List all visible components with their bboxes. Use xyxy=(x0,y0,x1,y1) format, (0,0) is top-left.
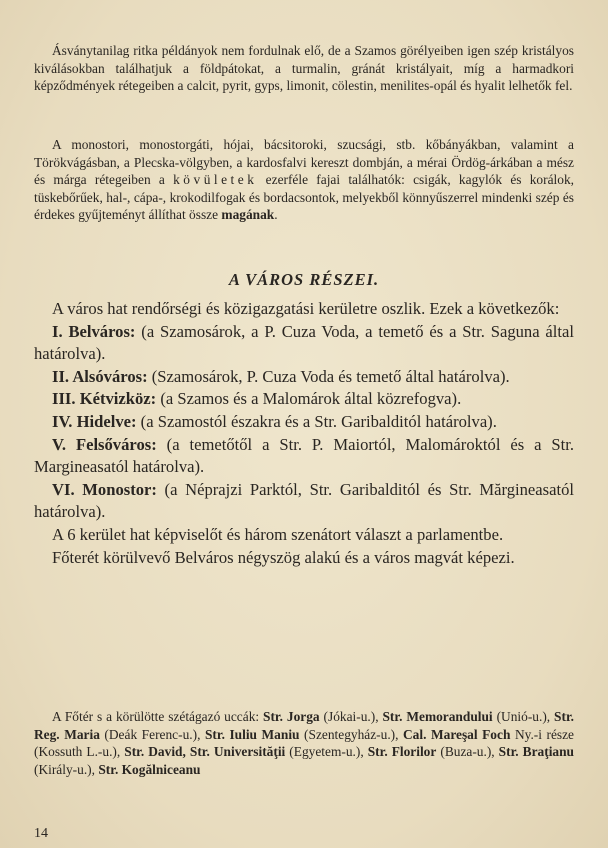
street-romanian-name: Str. Reg. Maria xyxy=(34,709,575,742)
street-romanian-name: Str. Iuliu Maniu xyxy=(204,726,300,742)
district-number: IV. xyxy=(52,411,73,431)
district-number-name xyxy=(52,412,137,431)
streets-lead: A Főtér s a körülötte szétágazó uccák: xyxy=(52,709,264,724)
district-item xyxy=(34,411,574,434)
fossils-text-b: ezerféle fajai találhatók: csigák, kagylók és korálok, tüskebőrűek, hal-, cápa-, krokodilfogak és bordacsontok, melyekből könnyűszerrel mindenki szép és érdekes gyűjteményt állíthat össze xyxy=(34,172,574,223)
city-center-paragraph: Főterét körülvevő Belváros négyszög alakú és a város magvát képezi. xyxy=(52,547,515,567)
district-number-name xyxy=(52,367,148,386)
district-name: Belváros: xyxy=(68,321,136,341)
district-number: V. xyxy=(52,434,66,454)
street-romanian-name: Str. Kogălniceanu xyxy=(98,761,201,777)
district-name: Monostor: xyxy=(82,479,157,499)
representatives-paragraph: A 6 kerület hat képviselőt és három szenátort választ a parlamentbe. xyxy=(52,524,504,544)
street-hungarian-name: (Szentegyház-u.), xyxy=(299,726,404,742)
street-romanian-name: Str. Jorga xyxy=(263,709,320,724)
districts-section xyxy=(34,298,574,569)
district-number-name xyxy=(52,389,156,408)
district-item xyxy=(34,388,574,411)
district-description: (a Szamos és a Malomárok által közrefogva). xyxy=(156,389,462,409)
district-number-name xyxy=(52,480,157,499)
streets-paragraph xyxy=(34,708,574,778)
street-romanian-name: Str. Memorandului xyxy=(382,709,493,724)
district-item xyxy=(34,321,574,366)
intro-paragraph-minerals xyxy=(34,42,574,95)
district-number: III. xyxy=(52,389,76,409)
street-hungarian-name: (Jókai-u.), xyxy=(319,709,383,724)
street-hungarian-name: (Buza-u.), xyxy=(436,744,499,760)
district-item xyxy=(34,434,574,479)
district-name: Felsőváros: xyxy=(75,434,157,454)
district-item xyxy=(34,479,574,524)
page-number: 14 xyxy=(34,826,48,841)
district-name: Kétvizköz: xyxy=(79,389,157,409)
fossils-text-a: A monostori, monostorgáti, hójai, bácsitoroki, szucsági, stb. kőbányákban, valamint a Törökvágásban, a Plecska-völgyben, a kardosfalvi kereszt dombján, a mérai Ördög-árkában a mész és márga rétegeiben a xyxy=(34,137,574,188)
district-name: Alsóváros: xyxy=(72,366,148,386)
street-romanian-name: Cal. Mareşal Foch xyxy=(403,726,511,742)
district-item xyxy=(34,366,574,389)
district-number: VI. xyxy=(52,479,75,499)
street-romanian-name: Str. Florilor xyxy=(367,744,437,760)
district-description: (a temetőtől a Str. P. Maiortól, Malomároktól és a Str. Margineasatól határolva). xyxy=(34,434,574,477)
street-romanian-name: Str. David, Str. Universităţii xyxy=(124,744,286,760)
fossils-text-end: . xyxy=(274,207,278,223)
district-description: (a Néprajzi Parktól, Str. Garibalditól és Str. Mărgineasatól határolva). xyxy=(34,479,574,522)
street-hungarian-name: (Király-u.), xyxy=(34,761,99,777)
intro-paragraph-fossils xyxy=(34,136,574,224)
districts-intro: A város hat rendőrségi és közigazgatási kerületre oszlik. Ezek a következők: xyxy=(52,299,560,318)
street-hungarian-name: Ny.-i része (Kossuth L.-u.), xyxy=(34,726,575,760)
district-number-name xyxy=(52,435,157,454)
district-description: (a Szamostól északra és a Str. Garibalditól határolva). xyxy=(136,411,497,431)
district-number: II. xyxy=(52,366,70,386)
street-romanian-name: Str. Braţianu xyxy=(498,744,575,760)
minerals-text: Ásványtanilag ritka példányok nem fordulnak elő, de a Szamos görélyeiben igen szép kristályos kiválásokban találhatjuk a földpátokat, a turmalin, gránát kristályait, míg a harmadkori képződmények rétegeiben a calcit, pyrit, gyps, limonit, cölestin, menilites-opál és hyalit lelhetők fel. xyxy=(34,43,574,94)
district-description: (Szamosárok, P. Cuza Voda és temető által határolva). xyxy=(147,366,510,386)
fossils-spaced-word: kövületek xyxy=(173,172,258,188)
fossils-bold-word: magának xyxy=(221,207,275,223)
district-number: I. xyxy=(52,321,63,341)
district-description: (a Szamosárok, a P. Cuza Voda, a temető és a Str. Saguna által határolva). xyxy=(34,321,574,364)
street-hungarian-name: (Unió-u.), xyxy=(492,709,555,724)
street-hungarian-name: (Egyetem-u.), xyxy=(285,744,368,760)
district-name: Hidelve: xyxy=(76,411,137,431)
districts-list xyxy=(34,321,574,524)
section-heading: A VÁROS RÉSZEI. xyxy=(228,270,380,289)
district-number-name xyxy=(52,322,135,341)
street-hungarian-name: (Deák Ferenc-u.), xyxy=(99,726,205,742)
